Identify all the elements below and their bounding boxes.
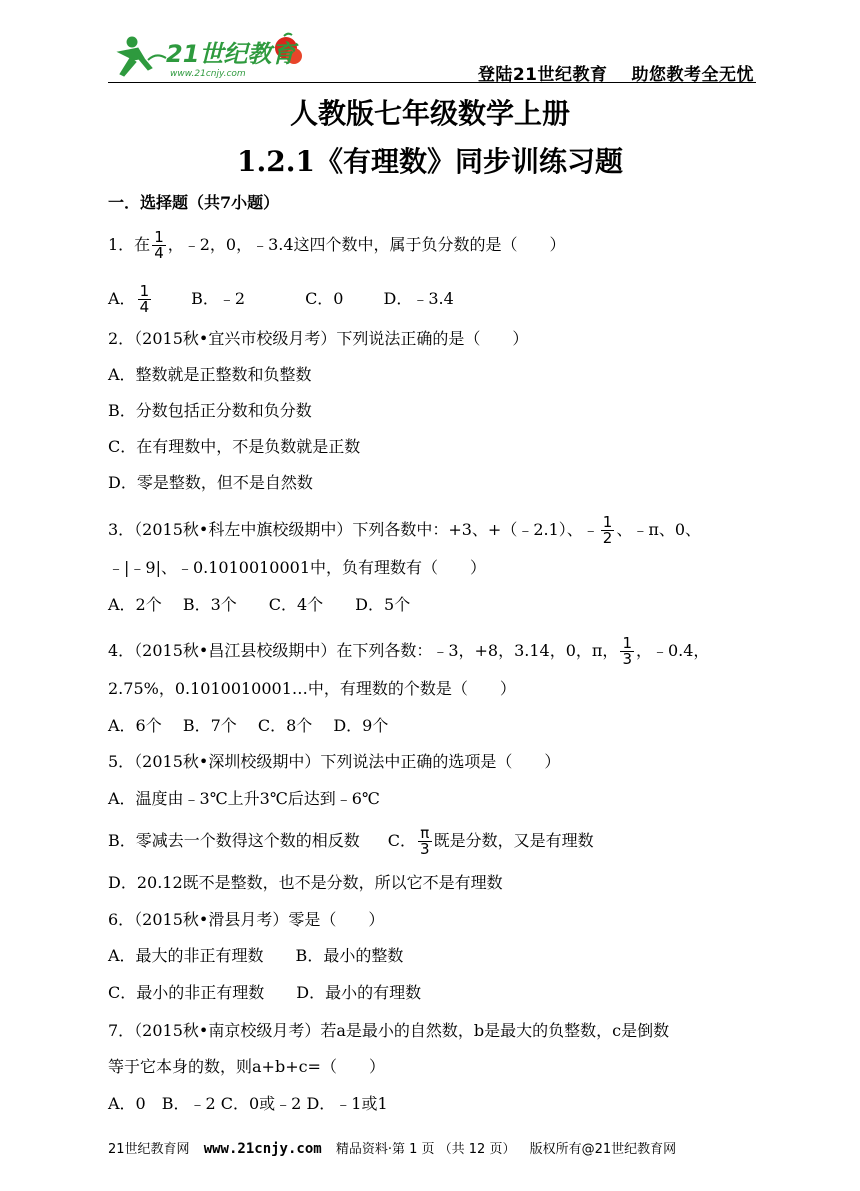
question-7-stem: 7．（2015秋•南京校级月考）若a是最小的自然数，b是最大的负整数，c是倒数 xyxy=(108,1021,670,1040)
q1-post: ，﹣2，0，﹣3.4这四个数中，属于负分数的是（ ） xyxy=(167,235,566,254)
q5-option-d: D．20.12既不是整数，也不是分数，所以它不是有理数 xyxy=(108,873,503,892)
q1-fraction xyxy=(152,230,166,261)
question-2-stem: 2．（2015秋•宜兴市校级月考）下列说法正确的是（ ） xyxy=(108,329,529,348)
footer-site-url[interactable]: www.21cnjy.com xyxy=(203,1141,322,1157)
question-3-options: A．2个 B．3个 C．4个 D．5个 xyxy=(108,595,411,614)
q6-options-ab: A．最大的非正有理数 B．最小的整数 xyxy=(108,946,404,965)
footer-copyright: 版权所有@21世纪教育网 xyxy=(529,1142,677,1157)
q5-option-a: A．温度由﹣3℃上升3℃后达到﹣6℃ xyxy=(108,789,380,808)
q1-option-b: B．﹣2 xyxy=(191,289,246,308)
footer-site-name: 21世纪教育网 xyxy=(108,1142,190,1157)
page-header xyxy=(108,30,756,84)
header-slogan-1: 登陆21世纪教育 xyxy=(477,65,608,85)
q2-option-a: A．整数就是正整数和负整数 xyxy=(108,365,312,384)
question-4-stem-line2: 2.75%，0.1010010001…中，有理数的个数是（ ） xyxy=(108,679,516,698)
question-1-options xyxy=(108,284,454,315)
header-slogan-2: 助您教考全无忧 xyxy=(631,65,754,85)
q2-option-b: B．分数包括正分数和负分数 xyxy=(108,401,312,420)
q1-frac-den: 4 xyxy=(154,244,164,262)
q5-option-b: B．零减去一个数得这个数的相反数 xyxy=(108,831,360,850)
q5-option-c: C． $\frac{\pi}{3}$ 既是分数，又是有理数 xyxy=(387,824,594,858)
q6-options-cd: C．最小的非正有理数 D．最小的有理数 xyxy=(108,983,422,1002)
footer-page-info: 精品资料·第 1 页 （共 12 页） xyxy=(335,1142,516,1157)
q5-option-bc xyxy=(108,826,594,857)
q2-option-d: D．零是整数，但不是自然数 xyxy=(108,473,313,492)
question-6-stem: 6．（2015秋•滑县月考）零是（ ） xyxy=(108,910,385,929)
question-3-stem-line2: ﹣|﹣9|、﹣0.1010010001中，负有理数有（ ） xyxy=(108,558,487,577)
question-3-stem: 3．（2015秋•科左中旗校级期中）下列各数中：+3、+（﹣2.1）、﹣ $\frac{1}{2}$ 、﹣π、0、 xyxy=(108,513,702,547)
q1-option-a: A． $\frac{1}{4}$ xyxy=(108,282,150,316)
question-7-options: A．0 B．﹣2 C．0或﹣2 D．﹣1或1 xyxy=(108,1094,388,1113)
logo-text: 21世纪教育 xyxy=(166,40,296,68)
page-subtitle: 1.2.1《有理数》同步训练习题 xyxy=(237,145,623,178)
page-footer xyxy=(108,1138,756,1157)
question-1-stem xyxy=(108,230,566,261)
question-5-stem: 5．（2015秋•深圳校级期中）下列说法中正确的选项是（ ） xyxy=(108,752,561,771)
question-4-options: A．6个 B．7个 C．8个 D．9个 xyxy=(108,716,389,735)
question-7-stem-line2: 等于它本身的数，则a+b+c=（ ） xyxy=(108,1057,385,1076)
q1-option-c: C．0 xyxy=(305,289,344,308)
q1-pre: 1．在 xyxy=(108,235,151,254)
q2-option-c: C．在有理数中，不是负数就是正数 xyxy=(108,437,361,456)
q1-frac-num: 1 xyxy=(154,228,164,246)
q4-fraction: $\frac{1}{3}$ xyxy=(622,634,632,668)
site-logo xyxy=(108,30,308,80)
page-title: 人教版七年级数学上册 xyxy=(289,97,570,130)
logo-url: www.21cnjy.com xyxy=(170,69,246,79)
header-divider xyxy=(108,82,756,83)
q1-option-d: D．﹣3.4 xyxy=(383,289,454,308)
q3-fraction: $\frac{1}{2}$ xyxy=(602,513,613,547)
logo-graphic xyxy=(108,30,308,80)
section-heading: 一．选择题（共7小题） xyxy=(108,193,280,212)
question-4-stem: 4．（2015秋•昌江县校级期中）在下列各数：﹣3，+8，3.14，0，π， $\frac{1}{3}$ ，﹣0.4， xyxy=(108,634,710,668)
